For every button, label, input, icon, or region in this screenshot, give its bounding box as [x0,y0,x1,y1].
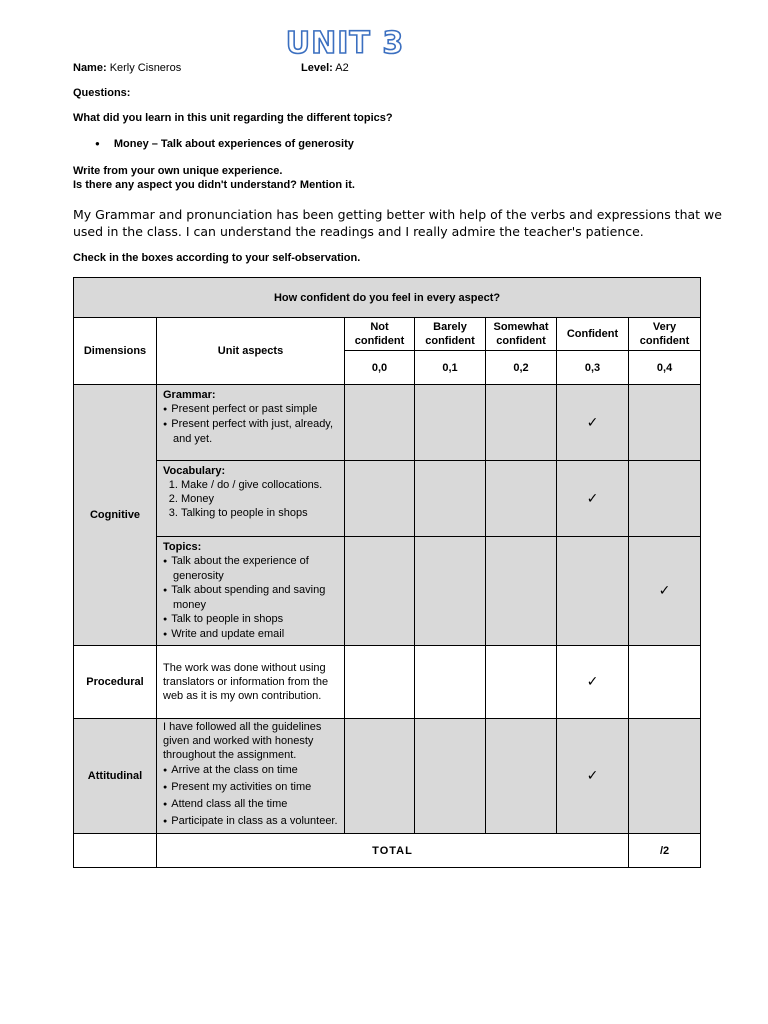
instruction-1: Write from your own unique experience. [73,165,283,177]
level-value: A2 [335,62,349,74]
rating-cell[interactable] [345,719,415,834]
attitudinal-label: Attitudinal [74,719,157,834]
level-line [301,61,349,75]
rating-cell[interactable] [629,719,701,834]
vocabulary-aspect [157,461,345,537]
attitudinal-aspect [157,719,345,834]
attitudinal-row [74,719,701,834]
total-label: TOTAL [157,834,629,868]
name-value: Kerly Cisneros [109,62,182,74]
cognitive-label: Cognitive [74,385,157,646]
level-header: Somewhat confident [486,318,557,351]
attitudinal-item: ● Attend class all the time [163,796,338,813]
check-instruction: Check in the boxes according to your self-observation. [73,252,361,264]
attitudinal-item: ● Arrive at the class on time [163,762,338,779]
level-score: 0,2 [486,351,557,385]
attitudinal-text: I have followed all the guidelines given and worked with honesty throughout the assignment. [163,721,322,761]
rating-cell[interactable] [629,646,701,719]
questions-label: Questions: [73,87,131,99]
rating-cell[interactable] [486,537,557,646]
unit-title: UNIT 3 [285,26,405,61]
bullet-icon: ● [95,139,100,148]
level-label: Level: [301,62,333,74]
rating-cell[interactable] [486,646,557,719]
rating-cell[interactable] [415,537,486,646]
check-mark-icon[interactable]: ✓ [629,537,701,646]
topics-item: ● Write and update email [163,627,338,642]
procedural-aspect: The work was done without using translators or information from the web as it is my own contribution. [157,646,345,719]
grammar-title: Grammar: [163,389,216,401]
table-header-row [74,318,701,351]
level-header: Not confident [345,318,415,351]
name-line [73,61,181,75]
level-score: 0,4 [629,351,701,385]
procedural-label: Procedural [74,646,157,719]
vocabulary-item: 1. Make / do / give collocations. [181,478,338,492]
rating-cell[interactable] [557,537,629,646]
total-value: /2 [629,834,701,868]
total-blank-cell [74,834,157,868]
grammar-item: ● Present perfect or past simple [163,402,338,417]
rating-cell[interactable] [486,385,557,461]
topics-aspect [157,537,345,646]
grammar-item: ● Present perfect with just, already, and yet. [163,417,338,446]
rating-cell[interactable] [415,646,486,719]
rating-cell[interactable] [415,385,486,461]
rating-cell[interactable] [345,461,415,537]
self-evaluation-table [73,277,701,868]
vocabulary-item: 3. Talking to people in shops [181,506,338,520]
rating-cell[interactable] [629,461,701,537]
level-header: Very confident [629,318,701,351]
level-score: 0,0 [345,351,415,385]
attitudinal-item: ● Participate in class as a volunteer. [163,813,338,830]
instruction-2: Is there any aspect you didn't understand? Mention it. [73,179,355,191]
rating-cell[interactable] [415,719,486,834]
rating-cell[interactable] [345,385,415,461]
check-mark-icon[interactable]: ✓ [557,719,629,834]
table-heading-row [74,278,701,318]
vocabulary-row [74,461,701,537]
topic-bullet [95,137,354,151]
topics-item: ● Talk about the experience of generosity [163,554,338,583]
check-mark-icon[interactable]: ✓ [557,461,629,537]
grammar-row [74,385,701,461]
name-label: Name: [73,62,107,74]
topics-item: ● Talk to people in shops [163,612,338,627]
vocabulary-item: 2. Money [181,492,338,506]
rating-cell[interactable] [629,385,701,461]
level-score: 0,1 [415,351,486,385]
aspects-header: Unit aspects [157,318,345,385]
rating-cell[interactable] [345,537,415,646]
level-score: 0,3 [557,351,629,385]
topic-text: Money – Talk about experiences of generosity [113,138,354,150]
level-header: Barely confident [415,318,486,351]
question-1: What did you learn in this unit regarding the different topics? [73,112,393,124]
check-mark-icon[interactable]: ✓ [557,646,629,719]
topics-title: Topics: [163,541,202,553]
rating-cell[interactable] [486,719,557,834]
rating-cell[interactable] [415,461,486,537]
check-mark-icon[interactable]: ✓ [557,385,629,461]
topics-item: ● Talk about spending and saving money [163,583,338,612]
topics-row [74,537,701,646]
grammar-aspect [157,385,345,461]
attitudinal-item: ● Present my activities on time [163,779,338,796]
rating-cell[interactable] [345,646,415,719]
total-row [74,834,701,868]
table-heading: How confident do you feel in every aspect? [74,278,701,318]
vocabulary-title: Vocabulary: [163,465,226,477]
answer-paragraph: My Grammar and pronunciation has been getting better with help of the verbs and expressions that we used in the class. I can understand the readings and I really admire the teacher's patience. [73,207,722,239]
procedural-row [74,646,701,719]
rating-cell[interactable] [486,461,557,537]
dimensions-header: Dimensions [74,318,157,385]
level-header: Confident [557,318,629,351]
